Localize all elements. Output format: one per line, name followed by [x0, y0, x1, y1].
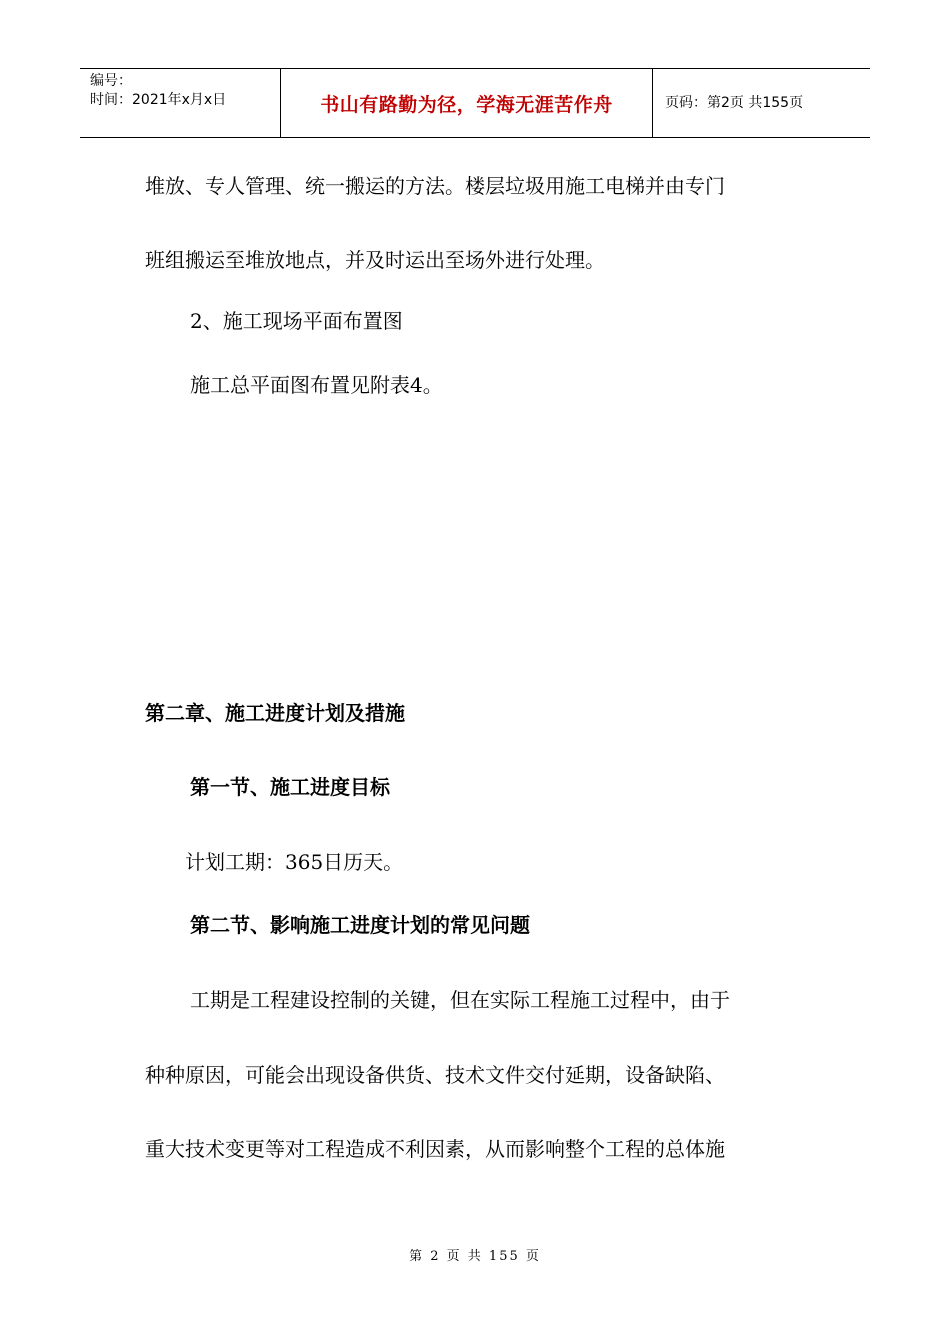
- subheading-site-layout: 2、施工现场平面布置图: [190, 309, 403, 333]
- serial-label: 编号：: [90, 73, 132, 89]
- page-footer: 第 2 页 共 155 页: [409, 1249, 541, 1264]
- chapter-heading: 第二章、施工进度计划及措施: [145, 701, 405, 725]
- motto-text: 书山有路勤为径，学海无涯苦作舟: [320, 93, 613, 116]
- header-motto-cell: [281, 69, 653, 137]
- body-paragraph-line: 计划工期：365日历天。: [185, 850, 404, 874]
- date-label: 时间：2021年x月x日: [90, 92, 227, 108]
- body-paragraph-line: 工期是工程建设控制的关键，但在实际工程施工过程中，由于: [190, 988, 730, 1012]
- section-heading: 第一节、施工进度目标: [190, 775, 390, 799]
- body-paragraph-line: 施工总平面图布置见附表4。: [190, 373, 443, 397]
- body-paragraph-line: 重大技术变更等对工程造成不利因素，从而影响整个工程的总体施: [145, 1137, 725, 1161]
- header-page-cell: [653, 69, 870, 137]
- section-heading: 第二节、影响施工进度计划的常见问题: [190, 913, 530, 937]
- header-left-cell: [80, 69, 281, 137]
- body-paragraph-line: 种种原因，可能会出现设备供货、技术文件交付延期，设备缺陷、: [145, 1063, 725, 1087]
- body-paragraph-line: 班组搬运至堆放地点，并及时运出至场外进行处理。: [145, 248, 605, 272]
- page-info: 页码：第2页 共155页: [665, 95, 804, 111]
- body-paragraph-line: 堆放、专人管理、统一搬运的方法。楼层垃圾用施工电梯并由专门: [145, 174, 725, 198]
- document-header: [80, 68, 870, 138]
